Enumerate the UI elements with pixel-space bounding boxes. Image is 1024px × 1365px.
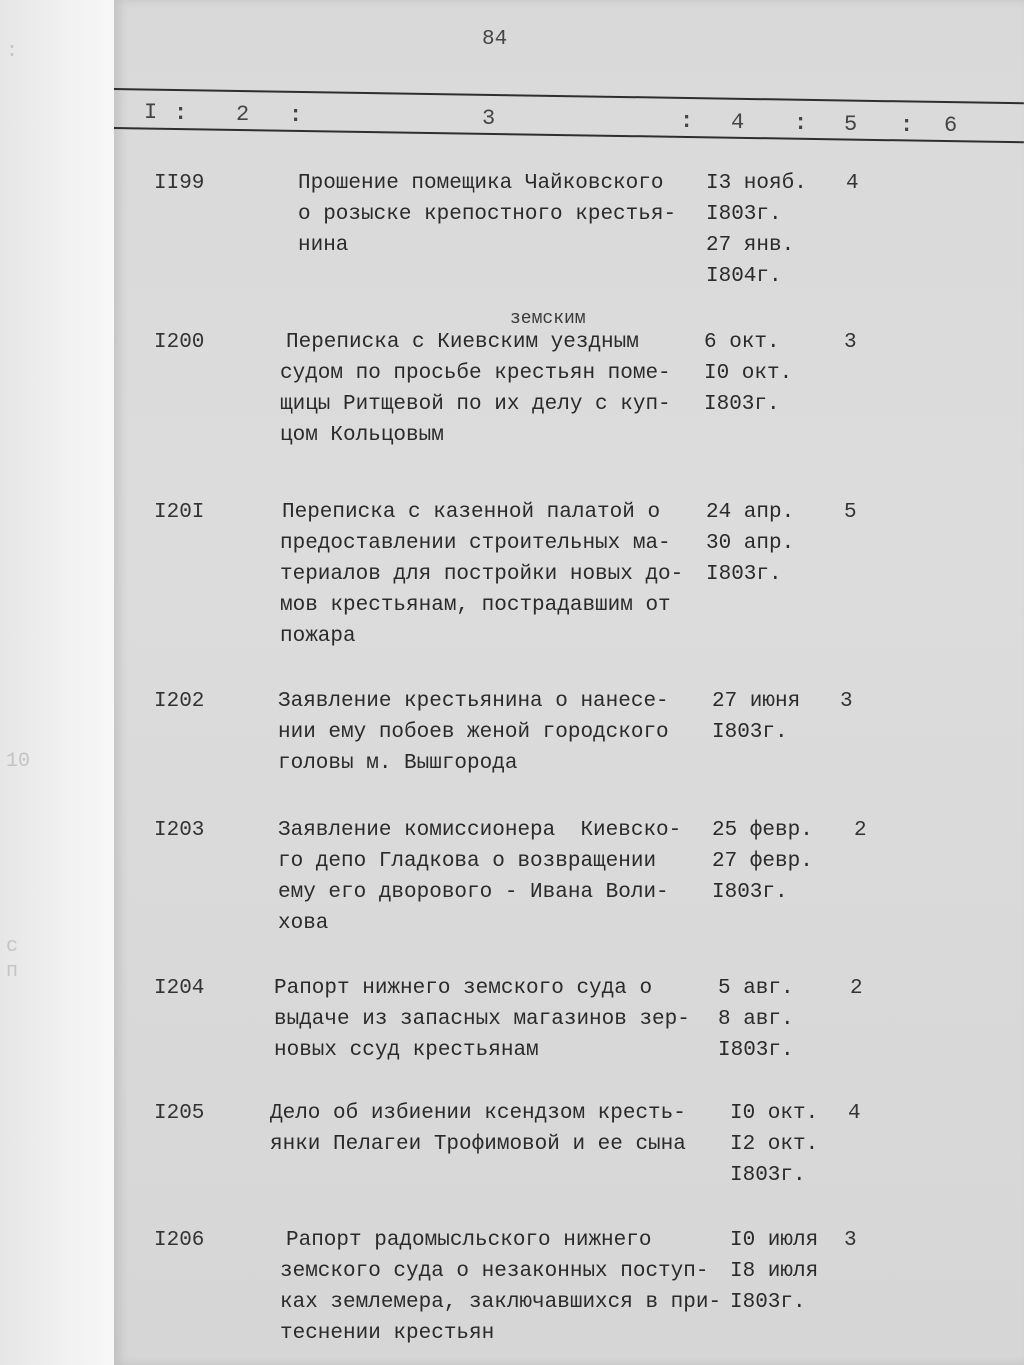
entry-dates	[712, 686, 800, 748]
entry-description	[280, 1225, 722, 1349]
entry-dates	[730, 1225, 818, 1318]
date-line: I3 нояб.	[706, 172, 807, 195]
bleed-through-mark: с	[6, 935, 19, 958]
description-line: судом по просьбе крестьян поме-	[280, 362, 671, 385]
entry-number: I203	[154, 819, 205, 842]
date-line: I804г.	[706, 265, 782, 288]
date-line: 27 янв.	[706, 234, 795, 257]
entry-sheet-count: 4	[848, 1102, 861, 1125]
column-header-6: 6	[944, 113, 958, 139]
description-line: Переписка с казенной палатой о	[282, 501, 661, 524]
column-header-I: I	[144, 100, 158, 126]
entry-description	[270, 1098, 686, 1160]
date-line: I8 июля	[730, 1260, 819, 1283]
entry-sheet-count: 4	[846, 172, 859, 195]
adjacent-page-margin	[0, 0, 114, 1365]
bleed-through-mark: п	[6, 960, 19, 983]
entry-dates	[718, 973, 794, 1066]
description-line: Переписка с Киевским уездным	[286, 331, 639, 354]
entry-sheet-count: 3	[844, 1229, 857, 1252]
date-line: I803г.	[730, 1164, 806, 1187]
entry-sheet-count: 3	[844, 331, 857, 354]
description-line: теснении крестьян	[280, 1322, 495, 1345]
date-line: I2 окт.	[730, 1133, 819, 1156]
date-line: I803г.	[706, 203, 782, 226]
column-header-3: 3	[482, 105, 496, 131]
description-line: нина	[298, 234, 349, 257]
description-line: мов крестьянам, пострадавшим от	[280, 594, 671, 617]
description-line: ему его дворового - Ивана Воли-	[278, 881, 669, 904]
column-header-4: 4	[731, 109, 745, 135]
page-number: 84	[482, 28, 508, 51]
description-line: хова	[278, 912, 329, 935]
entry-number: I200	[154, 331, 205, 354]
date-line: I803г.	[712, 881, 788, 904]
entry-number: I202	[154, 690, 205, 713]
entry-dates	[712, 815, 813, 908]
description-line: Заявление крестьянина о нанесе-	[278, 690, 669, 713]
description-line: о розыске крепостного крестья-	[298, 203, 677, 226]
bleed-through-mark: 10	[6, 750, 31, 773]
column-separator: :	[289, 102, 303, 128]
description-line: земского суда о незаконных поступ-	[280, 1260, 709, 1283]
description-line: головы м. Вышгорода	[278, 752, 518, 775]
date-line: I803г.	[704, 393, 780, 416]
entry-number: I206	[154, 1229, 205, 1252]
date-line: 8 авг.	[718, 1008, 794, 1031]
date-line: 24 апр.	[706, 501, 795, 524]
column-separator: :	[794, 110, 808, 136]
date-line: 27 июня	[712, 690, 801, 713]
description-line: выдаче из запасных магазинов зер-	[274, 1008, 690, 1031]
header-rule-bottom	[114, 127, 1024, 143]
date-line: I803г.	[718, 1039, 794, 1062]
description-line: нии ему побоев женой городского	[278, 721, 669, 744]
entry-number: II99	[154, 172, 205, 195]
description-line: Дело об избиении ксендзом кресть-	[270, 1102, 686, 1125]
date-line: I0 окт.	[704, 362, 793, 385]
entry-dates	[730, 1098, 818, 1191]
description-line: Рапорт нижнего земского суда о	[274, 977, 653, 1000]
date-line: I0 июля	[730, 1229, 819, 1252]
entry-sheet-count: 5	[844, 501, 857, 524]
entry-description	[278, 815, 681, 939]
date-line: I803г.	[730, 1291, 806, 1314]
description-line: щицы Ритщевой по их делу с куп-	[280, 393, 671, 416]
entry-sheet-count: 2	[850, 977, 863, 1000]
entry-number: I20I	[154, 501, 205, 524]
description-line: пожара	[280, 625, 356, 648]
description-line: Заявление комиссионера Киевско-	[278, 819, 682, 842]
entry-dates	[704, 327, 792, 420]
description-line: Прошение помещика Чайковского	[298, 172, 664, 195]
description-line: териалов для постройки новых до-	[280, 563, 684, 586]
date-line: I803г.	[712, 721, 788, 744]
column-header-5: 5	[844, 111, 858, 137]
entry-dates	[706, 168, 807, 292]
entry-description	[280, 327, 671, 451]
date-line: 5 авг.	[718, 977, 794, 1000]
entry-number: I204	[154, 977, 205, 1000]
description-line: предоставлении строительных ма-	[280, 532, 671, 555]
bleed-through-mark: :	[6, 40, 19, 63]
date-line: 30 апр.	[706, 532, 795, 555]
interlinear-insertion: земским	[510, 309, 586, 329]
column-separator: :	[680, 109, 694, 135]
column-separator: :	[174, 100, 188, 126]
date-line: I0 окт.	[730, 1102, 819, 1125]
entry-sheet-count: 3	[840, 690, 853, 713]
date-line: 6 окт.	[704, 331, 780, 354]
entry-dates	[706, 497, 794, 590]
column-separator: :	[900, 112, 914, 138]
entry-description	[278, 686, 669, 779]
header-rule-top	[114, 88, 1024, 104]
description-line: Рапорт радомысльского нижнего	[286, 1229, 652, 1252]
entry-number: I205	[154, 1102, 205, 1125]
entry-description	[282, 497, 683, 652]
description-line: го депо Гладкова о возвращении	[278, 850, 657, 873]
date-line: 27 февр.	[712, 850, 813, 873]
entry-description	[274, 973, 690, 1066]
date-line: 25 февр.	[712, 819, 813, 842]
date-line: I803г.	[706, 563, 782, 586]
entry-description	[298, 168, 676, 261]
description-line: цом Кольцовым	[280, 424, 444, 447]
column-header-2: 2	[236, 101, 250, 127]
description-line: ках землемера, заключавшихся в при-	[280, 1291, 722, 1314]
description-line: янки Пелагеи Трофимовой и ее сына	[270, 1133, 686, 1156]
description-line: новых ссуд крестьянам	[274, 1039, 539, 1062]
inventory-page	[114, 0, 1024, 1365]
entry-sheet-count: 2	[854, 819, 867, 842]
